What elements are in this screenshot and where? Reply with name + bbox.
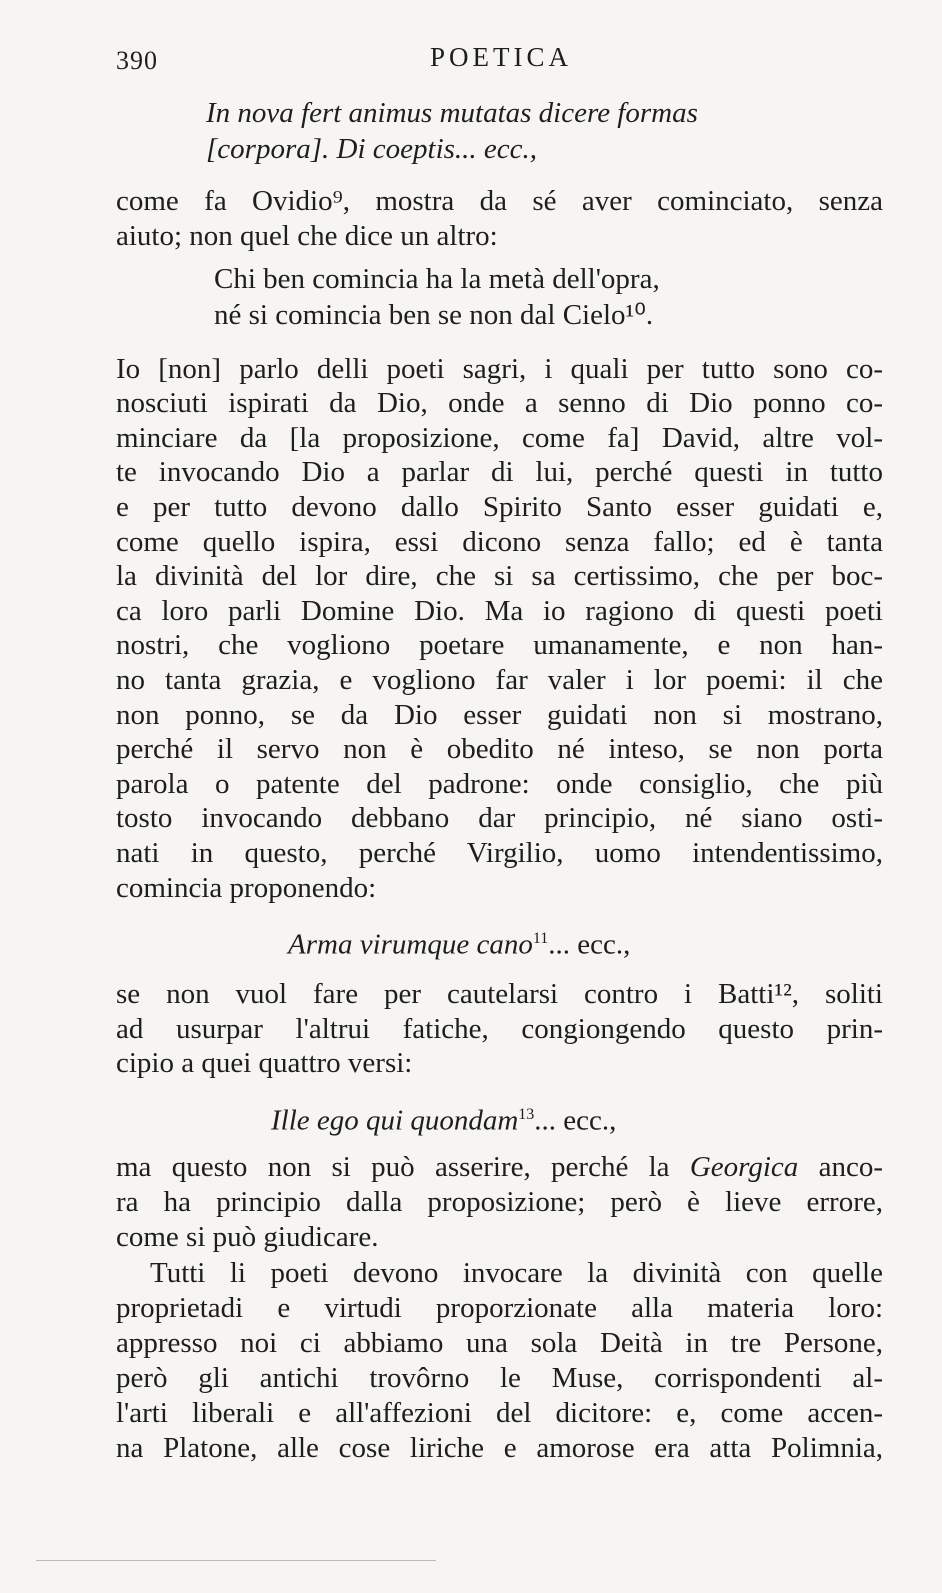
verse-tail: ... ecc., bbox=[534, 1104, 617, 1137]
text-line: non ponno, se da Dio esser guidati non si mostrano, bbox=[116, 699, 883, 731]
text-line: parola o patente del padrone: onde consiglio, che più bbox=[116, 768, 883, 800]
text-line: l'arti liberali e all'affezioni del dicitore: e, come accen- bbox=[116, 1397, 883, 1429]
text-line: tosto invocando debbano dar principio, né siano osti- bbox=[116, 802, 883, 834]
text-line: perché il servo non è obedito né inteso, se non porta bbox=[116, 733, 883, 765]
text-line: aiuto; non quel che dice un altro: bbox=[116, 220, 498, 252]
text-line: ad usurpar l'altrui fatiche, congiongendo questo prin- bbox=[116, 1013, 883, 1045]
text-line: se non vuol fare per cautelarsi contro i Batti¹², soliti bbox=[116, 978, 883, 1010]
text-line: te invocando Dio a parlar di lui, perché questi in tutto bbox=[116, 456, 883, 488]
verse-text: Ille ego qui quondam bbox=[271, 1104, 519, 1137]
text-line: nostri, che vogliono poetare umanamente, e non han- bbox=[116, 629, 883, 661]
page-header bbox=[116, 42, 886, 78]
footnote-ref: 11 bbox=[532, 930, 549, 947]
text-line: no tanta grazia, e vogliono far valer i lor poemi: il che bbox=[116, 664, 883, 696]
verse-tail: ... ecc., bbox=[548, 928, 631, 961]
footnote-ref: 13 bbox=[518, 1106, 535, 1123]
verse-line: [corpora]. Di coeptis... ecc., bbox=[206, 133, 538, 165]
text-line: minciare da [la proposizione, come fa] David, altre vol- bbox=[116, 422, 883, 454]
text-span: ma questo non si può asserire, perché la bbox=[116, 1151, 690, 1183]
text-span: anco- bbox=[798, 1151, 883, 1183]
text-line: cipio a quei quattro versi: bbox=[116, 1047, 413, 1079]
verse-line bbox=[288, 922, 630, 962]
text-line: proprietadi e virtudi proporzionate alla materia loro: bbox=[116, 1292, 883, 1324]
text-line: Io [non] parlo delli poeti sagri, i quali per tutto sono co- bbox=[116, 353, 883, 385]
text-line: come quello ispira, essi dicono senza fallo; ed è tanta bbox=[116, 526, 883, 558]
verse-line bbox=[271, 1098, 616, 1138]
text-line: però gli antichi trovôrno le Muse, corrispondenti al- bbox=[116, 1362, 883, 1394]
page-number: 390 bbox=[116, 46, 158, 75]
text-line: ca loro parli Domine Dio. Ma io ragiono di questi poeti bbox=[116, 595, 883, 627]
text-line bbox=[116, 1150, 883, 1184]
text-line: nati in questo, perché Virgilio, uomo intendentissimo, bbox=[116, 837, 883, 869]
text-line: comincia proponendo: bbox=[116, 872, 377, 904]
verse-line: Chi ben comincia ha la metà dell'opra, bbox=[214, 263, 660, 295]
verse-line: In nova fert animus mutatas dicere formas bbox=[206, 97, 698, 129]
text-line: ra ha principio dalla proposizione; però è lieve errore, bbox=[116, 1186, 883, 1218]
text-line: Tutti li poeti devono invocare la divinità con quelle bbox=[150, 1257, 883, 1289]
text-line: nosciuti ispirati da Dio, onde a senno di Dio ponno co- bbox=[116, 387, 883, 419]
verse-text: Arma virumque cano bbox=[288, 928, 533, 961]
verse-line: né si comincia ben se non dal Cielo¹⁰. bbox=[214, 299, 654, 331]
text-line: come si può giudicare. bbox=[116, 1221, 379, 1253]
scan-edge-divider bbox=[36, 1560, 436, 1561]
text-line: come fa Ovidio⁹, mostra da sé aver cominciato, senza bbox=[116, 185, 883, 217]
text-line: la divinità del lor dire, che si sa certissimo, che per boc- bbox=[116, 560, 883, 592]
text-line: na Platone, alle cose liriche e amorose era atta Polimnia, bbox=[116, 1432, 883, 1464]
running-title: POETICA bbox=[430, 42, 572, 72]
work-title: Georgica bbox=[689, 1151, 799, 1183]
text-line: appresso noi ci abbiamo una sola Deità in tre Persone, bbox=[116, 1327, 883, 1359]
text-line: e per tutto devono dallo Spirito Santo esser guidati e, bbox=[116, 491, 883, 523]
